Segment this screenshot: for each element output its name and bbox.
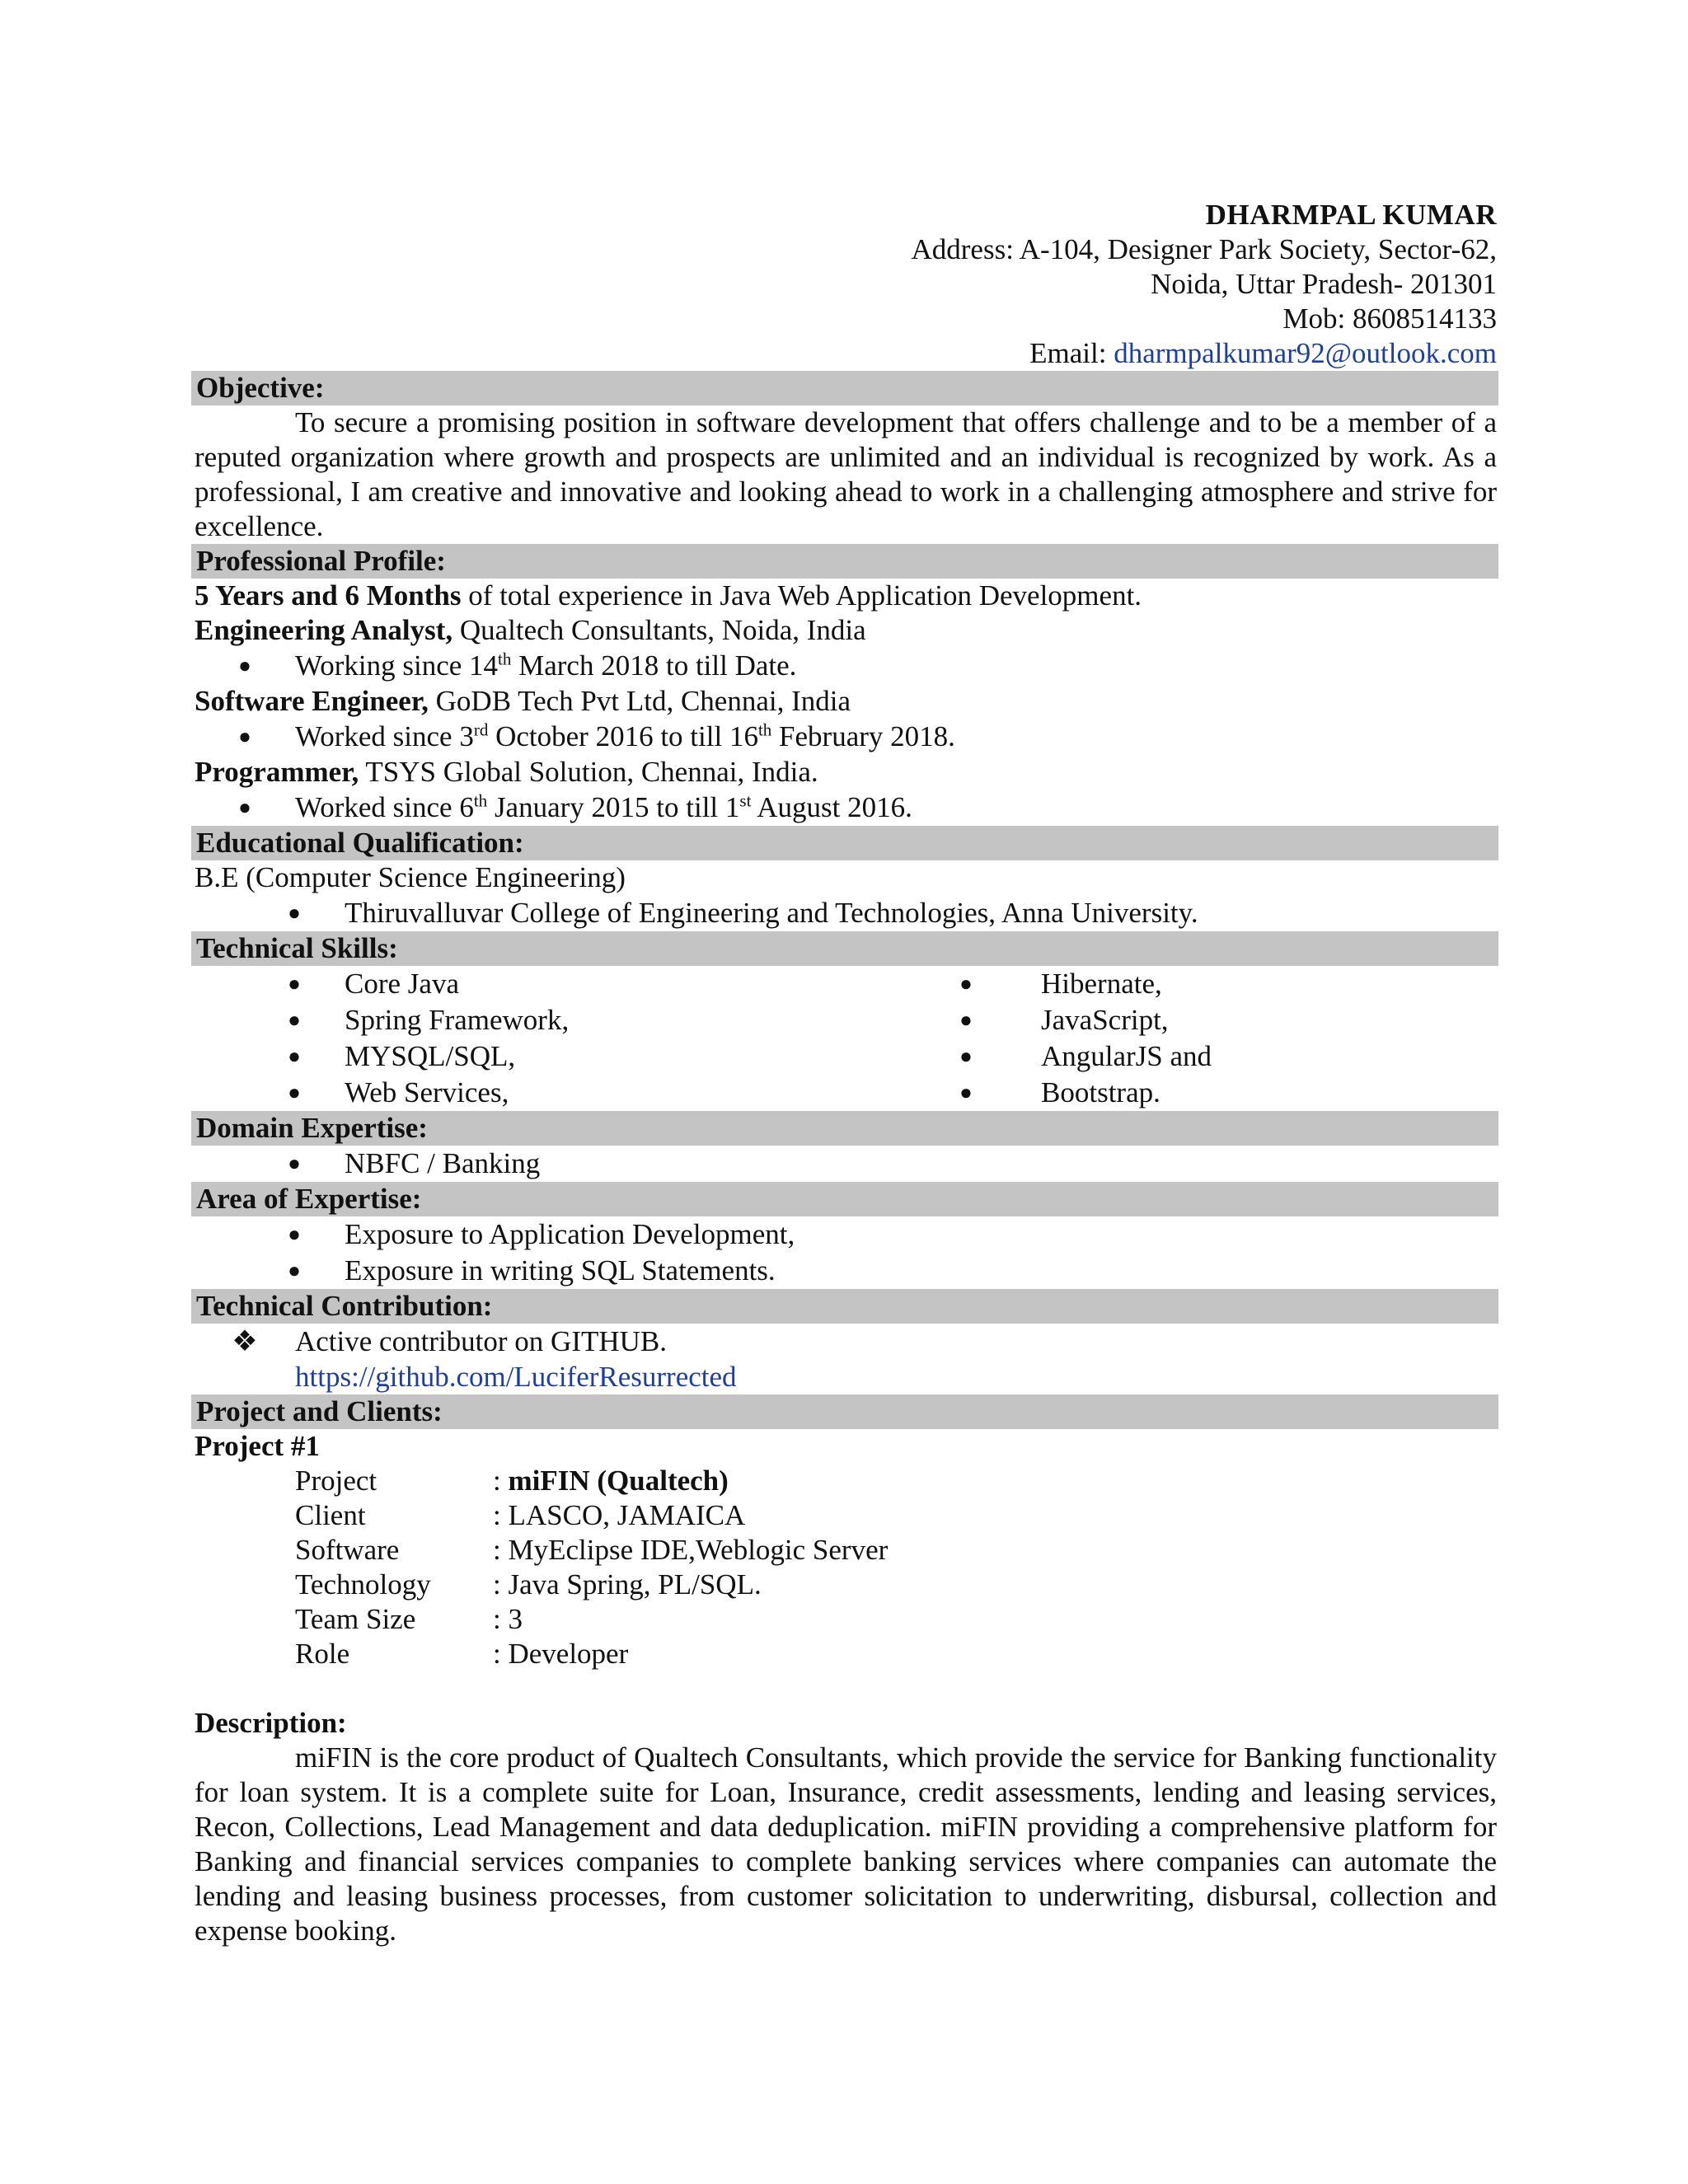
experience-summary <box>195 579 1497 613</box>
job-role: Programmer, <box>195 756 359 788</box>
bullet-icon: ● <box>288 1258 301 1282</box>
bullet-icon: ● <box>238 654 251 677</box>
contact-header <box>195 198 1497 371</box>
contribution-text: Active contributor on GITHUB. <box>295 1325 668 1357</box>
college-name: Thiruvalluvar College of Engineering and Technologies, Anna University. <box>345 897 1198 929</box>
section-education-heading: Educational Qualification: <box>191 826 1498 860</box>
bullet-icon: ● <box>959 1008 973 1032</box>
section-projects-heading: Project and Clients: <box>191 1394 1498 1429</box>
skill-item: ● Hibernate, <box>891 966 1497 1002</box>
bullet-icon: ● <box>238 724 251 748</box>
section-technical-contribution-heading: Technical Contribution: <box>191 1289 1498 1324</box>
skill-item: ● Core Java <box>195 966 891 1002</box>
job-role: Software Engineer, <box>195 685 429 717</box>
job-title-line <box>195 684 1497 719</box>
objective-text: To secure a promising position in software development that offers challenge and to be a member of a reputed organization where growth and prospects are unlimited and an individual is recognized by work. As a professional, I am creative and innovative and looking ahead to work in a challenging atmosphere and strive for excellence. <box>195 406 1497 542</box>
job-role: Engineering Analyst, <box>195 614 453 646</box>
section-objective-heading: Objective: <box>191 371 1498 405</box>
contribution-item <box>195 1324 1497 1360</box>
project-number: Project #1 <box>195 1430 320 1462</box>
bullet-icon: ● <box>959 1044 973 1068</box>
project-detail-row <box>195 1498 1497 1533</box>
detail-key: Project <box>295 1465 377 1497</box>
bullet-icon: ● <box>288 1151 301 1175</box>
job-duration: Worked since 3rd October 2016 to till 16th February 2018. <box>295 719 955 752</box>
detail-value: : Java Spring, PL/SQL. <box>493 1568 762 1601</box>
job-company: TSYS Global Solution, Chennai, India. <box>359 756 818 788</box>
project-detail-row <box>195 1533 1497 1568</box>
experience-duration: 5 Years and 6 Months <box>195 579 462 612</box>
project-description: miFIN is the core product of Qualtech Consultants, which provide the service for Banking functionality for loan system. It is a complete suite for Loan, Insurance, credit assessments, lending and leasing services, Recon, Collections, Lead Management and data deduplication. miFIN providing a comprehensive platform for Banking and financial services companies to complete banking services where companies can automate the lending and leasing business processes, from customer solicitation to underwriting, disbursal, collection and expense booking. <box>195 1741 1497 1947</box>
detail-key: Team Size <box>295 1603 416 1635</box>
expertise-item: ● Exposure to Application Development, <box>195 1216 1497 1253</box>
detail-key: Role <box>295 1638 350 1670</box>
description-heading: Description: <box>195 1707 347 1739</box>
bullet-icon: ● <box>288 901 301 925</box>
github-line <box>195 1360 1497 1394</box>
skill-item: ● MYSQL/SQL, <box>195 1038 891 1075</box>
job-title-line <box>195 613 1497 648</box>
section-area-of-expertise-heading: Area of Expertise: <box>191 1182 1498 1216</box>
email-link[interactable]: dharmpalkumar92@outlook.com <box>1114 337 1497 369</box>
bullet-icon: ● <box>288 1008 301 1032</box>
project-detail-row <box>195 1602 1497 1637</box>
bullet-icon: ● <box>959 1080 973 1104</box>
bullet-icon: ● <box>288 972 301 996</box>
resume-page <box>195 198 1497 1948</box>
section-technical-skills-heading: Technical Skills: <box>191 931 1498 966</box>
project-detail-row <box>195 1637 1497 1671</box>
bullet-icon: ● <box>959 972 973 996</box>
address-line-1: Address: A-104, Designer Park Society, Sector-62, <box>911 233 1497 265</box>
skill-item: ● AngularJS and <box>891 1038 1497 1075</box>
section-professional-profile-heading: Professional Profile: <box>191 544 1498 579</box>
section-domain-expertise-heading: Domain Expertise: <box>191 1111 1498 1146</box>
skills-right-column <box>891 966 1497 1111</box>
job-duration-item <box>195 719 1497 755</box>
job-duration: Worked since 6th January 2015 to till 1st August 2016. <box>295 790 912 823</box>
address-line-2: Noida, Uttar Pradesh- 201301 <box>1151 268 1497 300</box>
job-company: GoDB Tech Pvt Ltd, Chennai, India <box>428 685 851 717</box>
job-duration-item <box>195 790 1497 826</box>
job-company: Qualtech Consultants, Noida, India <box>452 614 866 646</box>
diamond-bullet-icon: ❖ <box>232 1325 258 1357</box>
bullet-icon: ● <box>288 1222 301 1246</box>
github-link[interactable]: https://github.com/LuciferResurrected <box>295 1361 737 1393</box>
detail-value: : LASCO, JAMAICA <box>493 1499 746 1531</box>
experience-description: of total experience in Java Web Application Development. <box>461 579 1142 612</box>
skill-item: ● JavaScript, <box>891 1002 1497 1038</box>
expertise-item: ● Exposure in writing SQL Statements. <box>195 1253 1497 1289</box>
job-duration-item <box>195 648 1497 684</box>
detail-value: : MyEclipse IDE,Weblogic Server <box>493 1534 889 1566</box>
detail-value: : Developer <box>493 1638 629 1670</box>
detail-key: Client <box>295 1499 366 1531</box>
bullet-icon: ● <box>288 1080 301 1104</box>
college-item <box>195 895 1497 931</box>
skills-left-column <box>195 966 891 1111</box>
skill-item: ● Spring Framework, <box>195 1002 891 1038</box>
detail-value: : miFIN (Qualtech) <box>493 1465 729 1497</box>
candidate-name: DHARMPAL KUMAR <box>1205 199 1497 231</box>
skills-columns <box>195 966 1497 1111</box>
detail-value: : 3 <box>493 1603 523 1635</box>
bullet-icon: ● <box>238 795 251 819</box>
email-line <box>195 336 1497 371</box>
detail-key: Software <box>295 1534 400 1566</box>
skill-item: ● Bootstrap. <box>891 1075 1497 1111</box>
job-duration: Working since 14th March 2018 to till Date. <box>295 649 797 682</box>
domain-item: ● NBFC / Banking <box>195 1146 1497 1182</box>
skill-item: ● Web Services, <box>195 1075 891 1111</box>
mobile-number: Mob: 8608514133 <box>1282 302 1497 335</box>
project-detail-row <box>195 1464 1497 1498</box>
bullet-icon: ● <box>288 1044 301 1068</box>
degree: B.E (Computer Science Engineering) <box>195 861 626 893</box>
job-title-line <box>195 755 1497 790</box>
project-detail-row <box>195 1568 1497 1602</box>
email-label: Email: <box>1029 337 1107 369</box>
spacer <box>195 1671 1497 1706</box>
detail-key: Technology <box>295 1568 431 1601</box>
